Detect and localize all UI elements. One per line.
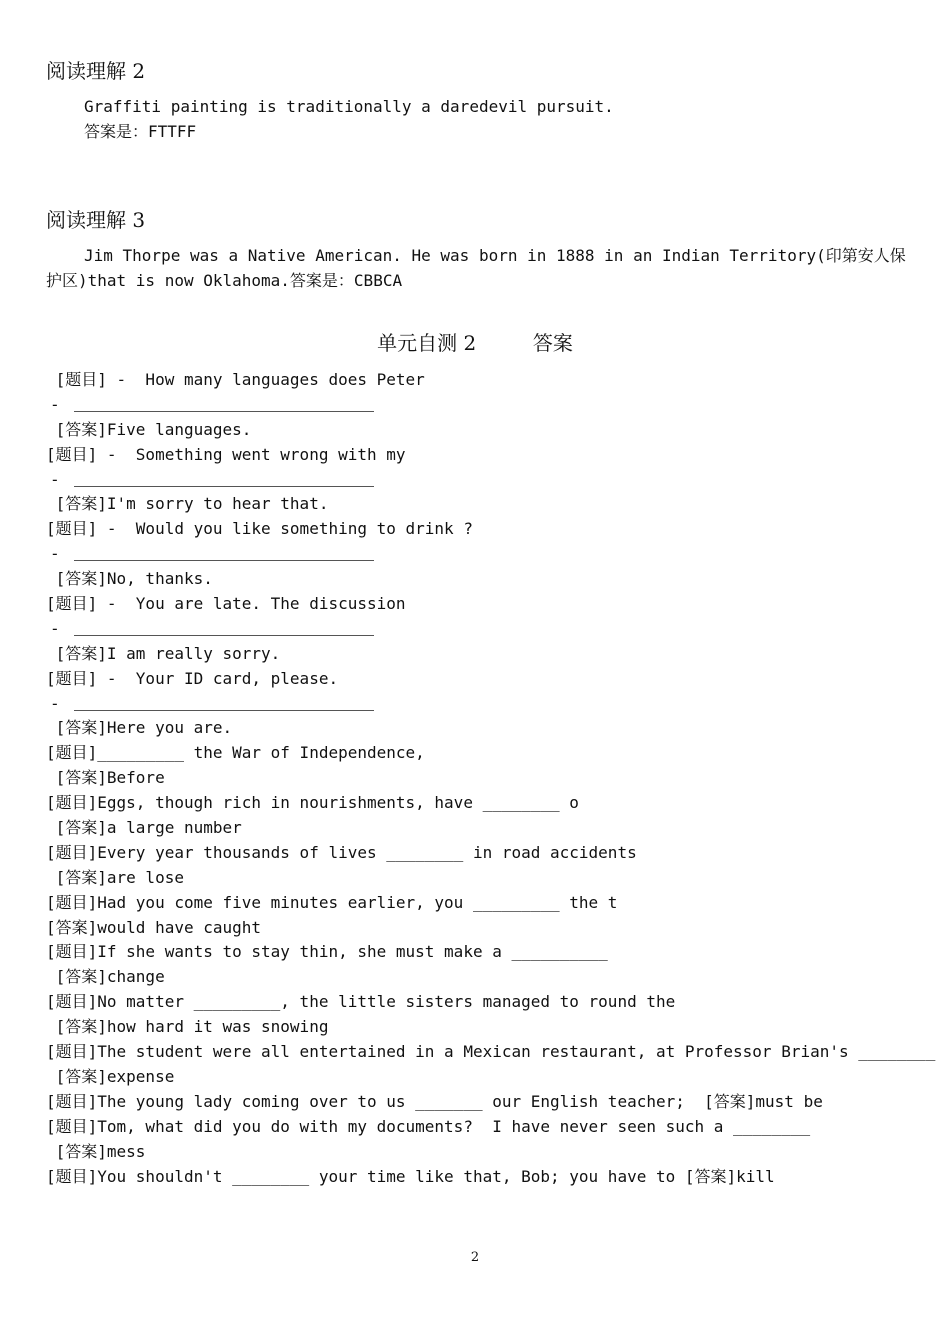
dash-marker: - — [50, 469, 60, 489]
unit-test-title-left: 单元自测 2 — [377, 331, 477, 355]
answer-blank-line — [46, 692, 926, 717]
question-line: [题目]_________ the War of Independence, — [46, 743, 425, 763]
question-line: [题目] - How many languages does Peter — [46, 370, 425, 389]
dash-marker: - — [50, 394, 60, 414]
rc3-heading: 阅读理解 3 — [46, 208, 146, 232]
dash-marker: - — [50, 544, 60, 564]
dash-marker: - — [50, 618, 60, 638]
rc2-heading: 阅读理解 2 — [46, 59, 146, 83]
answer-blank-line — [46, 468, 926, 493]
unit-test-title — [0, 327, 950, 356]
answer-line: [答案]expense — [46, 1066, 175, 1086]
blank-underline — [74, 710, 374, 711]
question-line: [题目] - You are late. The discussion — [46, 594, 406, 614]
answer-line: [答案]a large number — [46, 818, 242, 838]
rc2-answer: 答案是：FTTFF — [84, 122, 197, 141]
question-line: [题目]Tom, what did you do with my documents? I have never seen such a ________ — [46, 1116, 811, 1136]
question-line: [题目]No matter _________, the little sisters managed to round the — [46, 992, 676, 1012]
answer-line: [答案]Before — [46, 768, 165, 788]
answer-blank-line — [46, 393, 926, 418]
blank-underline — [74, 486, 374, 487]
rc2-text: Graffiti painting is traditionally a daredevil pursuit. — [84, 97, 614, 116]
answer-line: [答案]I am really sorry. — [46, 643, 281, 663]
question-line: [题目] - Would you like something to drink ? — [46, 519, 473, 539]
blank-underline — [74, 411, 374, 412]
question-line: [题目]If she wants to stay thin, she must make a __________ — [46, 942, 608, 962]
answer-line: [答案]how hard it was snowing — [46, 1017, 329, 1037]
unit-test-title-right: 答案 — [532, 331, 573, 355]
answer-line: [答案]I'm sorry to hear that. — [46, 494, 329, 514]
dash-marker: - — [50, 693, 60, 713]
question-answer-list — [46, 368, 936, 1189]
page-number: 2 — [470, 1250, 480, 1265]
answer-line: [答案]change — [46, 967, 165, 987]
answer-line: [答案]would have caught — [46, 917, 262, 937]
blank-underline — [74, 560, 374, 561]
question-line: [题目]The young lady coming over to us _______ our English teacher; [答案]must be — [46, 1091, 823, 1111]
answer-line: [答案]mess — [46, 1141, 146, 1161]
answer-line: [答案]Here you are. — [46, 718, 233, 738]
question-line: [题目] - Your ID card, please. — [46, 668, 339, 688]
answer-line: [答案]No, thanks. — [46, 569, 213, 589]
answer-line: [答案]are lose — [46, 867, 184, 887]
question-line: [题目]Eggs, though rich in nourishments, have ________ o — [46, 793, 579, 813]
question-line: [题目]Had you come five minutes earlier, you _________ the t — [46, 892, 618, 912]
blank-underline — [74, 635, 374, 636]
answer-line: [答案]Five languages. — [46, 419, 252, 439]
answer-blank-line — [46, 542, 926, 567]
question-line: [题目] - Something went wrong with my — [46, 444, 406, 464]
question-line: [题目]You shouldn't ________ your time like that, Bob; you have to [答案]kill — [46, 1166, 775, 1186]
question-line: [题目]The student were all entertained in a Mexican restaurant, at Professor Brian's ________ — [46, 1042, 936, 1062]
answer-blank-line — [46, 617, 926, 642]
rc3-text: Jim Thorpe was a Native American. He was born in 1888 in an Indian Territory(印第安人保护区)that is now Oklahoma.答案是：CBBCA — [46, 246, 906, 290]
question-line: [题目]Every year thousands of lives ________ in road accidents — [46, 842, 637, 862]
